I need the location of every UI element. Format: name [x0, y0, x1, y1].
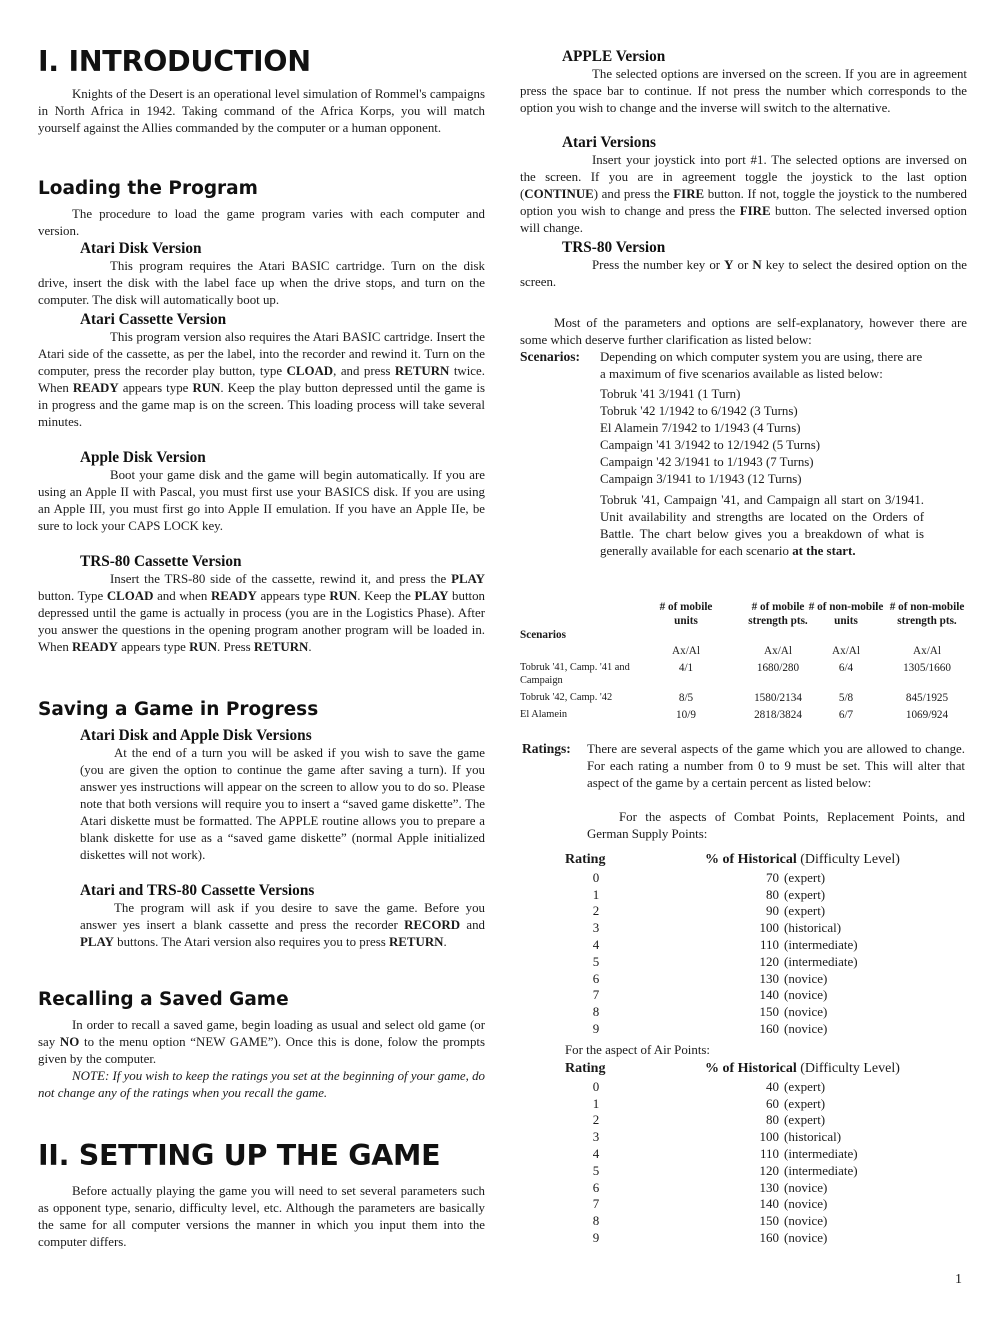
scenario-item: Tobruk '41 3/1941 (1 Turn) — [600, 387, 741, 401]
rating-value: 5 — [592, 1162, 600, 1178]
table-subheader: Ax/Al — [913, 645, 941, 657]
trs-version-title: TRS-80 Version — [562, 239, 666, 256]
historical-percent: 150 — [759, 1213, 779, 1229]
difficulty-level: (novice) — [784, 1229, 828, 1245]
saving-cassette-title: Atari and TRS-80 Cassette Versions — [80, 882, 315, 899]
rating-row — [565, 887, 965, 904]
intro-paragraph: Knights of the Desert is an operational level simulation of Rommel's campaigns in North Africa in 1942. Taking command of the Africa Korps, you will match yourself against the Allies commanded by the computer or a human opponent. — [38, 87, 485, 135]
setup-heading: II. SETTING UP THE GAME — [38, 1139, 441, 1172]
rating-row — [565, 903, 965, 920]
combat-ratings-table — [565, 852, 965, 1038]
historical-percent: 140 — [759, 987, 779, 1003]
ratings-air-intro: For the aspect of Air Points: — [565, 1043, 711, 1057]
table-header-nonmobile-strength: # of non-mobile strength pts. — [889, 601, 965, 627]
ratings-header — [565, 1061, 965, 1078]
recalling-note: NOTE: If you wish to keep the ratings you set at the beginning of your game, do not change any of the ratings when you recall the game. — [38, 1069, 485, 1100]
apple-disk-text: Boot your game disk and the game will begin automatically. If you are using an Apple II with Pascal, you must first use your BASICS disk. If you are using an Apple III, you must first go into Apple II emulation. If you have an Apple IIe, be sure to lock your CAPS LOCK key. — [38, 468, 485, 533]
rating-row — [565, 1112, 965, 1129]
intro-heading: I. INTRODUCTION — [38, 45, 311, 78]
ratings-header — [565, 852, 965, 869]
rating-header: Rating — [565, 852, 606, 867]
difficulty-level: (expert) — [784, 1078, 826, 1094]
atari-disk-text: This program requires the Atari BASIC cartridge. Turn on the disk drive, insert the disk with the label face up when the drive stops, and turn on the computer. The disk will automatically boot up. — [38, 259, 485, 307]
difficulty-level: (novice) — [784, 1213, 828, 1229]
scenario-item: El Alamein 7/1942 to 1/1943 (4 Turns) — [600, 421, 801, 435]
atari-disk-title: Atari Disk Version — [80, 240, 202, 257]
historical-percent: 160 — [759, 1229, 779, 1245]
historical-header: % of Historical (Difficulty Level) — [705, 852, 900, 867]
rating-row — [565, 1180, 965, 1197]
saving-disk-title: Atari Disk and Apple Disk Versions — [80, 727, 312, 744]
rating-row — [565, 971, 965, 988]
rating-row — [565, 954, 965, 971]
scenarios-intro: Depending on which computer system you are using, there are a maximum of five scenarios available as listed below: — [600, 350, 923, 381]
historical-percent: 130 — [759, 970, 779, 986]
atari-versions-section — [520, 134, 967, 237]
rating-value: 9 — [592, 1020, 600, 1036]
ratings-label: Ratings: — [522, 741, 571, 756]
difficulty-level: (novice) — [784, 1020, 828, 1036]
table-cell: 1580/2134 — [754, 692, 802, 704]
table-cell: 8/5 — [678, 692, 694, 704]
rating-row — [565, 1163, 965, 1180]
rating-value: 8 — [592, 1213, 600, 1229]
scenario-list — [600, 386, 924, 488]
difficulty-level: (historical) — [784, 1129, 842, 1145]
table-cell: 10/9 — [676, 709, 696, 721]
rating-value: 0 — [592, 1078, 600, 1094]
difficulty-level: (novice) — [784, 970, 828, 986]
table-row-name: El Alamein — [520, 709, 568, 720]
params-paragraph: Most of the parameters and options are self-explanatory, however there are some which deserve further clarification as listed below: — [520, 316, 967, 347]
rating-row — [565, 1230, 965, 1247]
atari-disk-section — [38, 240, 485, 309]
rating-value: 7 — [592, 1196, 600, 1212]
atari-versions-title: Atari Versions — [562, 134, 656, 151]
table-row-name: Tobruk '42, Camp. '42 — [520, 692, 613, 703]
historical-percent: 130 — [759, 1179, 779, 1195]
historical-percent: 80 — [766, 886, 779, 902]
saving-cassette-text: The program will ask if you desire to save the game. Before you answer yes insert a blank cassette and press the recorder RECORD and PLAY buttons. The Atari version also requires you to press RETURN. — [80, 901, 485, 949]
recalling-heading: Recalling a Saved Game — [38, 989, 289, 1010]
difficulty-level: (novice) — [784, 1004, 828, 1020]
rating-value: 1 — [592, 1095, 600, 1111]
table-subheader: Ax/Al — [764, 645, 792, 657]
difficulty-level: (intermediate) — [784, 1145, 858, 1161]
historical-percent: 120 — [759, 953, 779, 969]
table-header-nonmobile-units: # of non-mobile units — [808, 601, 884, 627]
rating-row — [565, 920, 965, 937]
apple-disk-section — [38, 449, 485, 535]
loading-heading: Loading the Program — [38, 178, 258, 199]
rating-value: 2 — [592, 1112, 600, 1128]
table-cell: 4/1 — [678, 662, 694, 674]
historical-percent: 110 — [759, 936, 779, 952]
rating-row — [565, 1129, 965, 1146]
difficulty-level: (intermediate) — [784, 953, 858, 969]
difficulty-level: (intermediate) — [784, 936, 858, 952]
difficulty-level: (novice) — [784, 1179, 828, 1195]
scenario-item: Campaign '42 3/1941 to 1/1943 (7 Turns) — [600, 455, 814, 469]
rating-value: 7 — [592, 987, 600, 1003]
historical-percent: 160 — [759, 1020, 779, 1036]
atari-cassette-title: Atari Cassette Version — [80, 311, 227, 328]
table-header-mobile-strength: # of mobile strength pts. — [748, 601, 808, 627]
rating-value: 8 — [592, 1004, 600, 1020]
air-ratings-table — [565, 1061, 965, 1247]
ratings-combat-intro: For the aspects of Combat Points, Replacement Points, and German Supply Points: — [587, 810, 965, 841]
ratings-intro: There are several aspects of the game which you are allowed to change. For each rating a number from 0 to 9 must be set. This will alter that aspect of the game by a certain percent as listed below: — [587, 742, 965, 790]
historical-percent: 120 — [759, 1162, 779, 1178]
scenarios-block — [600, 349, 924, 560]
difficulty-level: (expert) — [784, 869, 826, 885]
saving-disk-section — [80, 727, 485, 864]
scenario-item: Campaign 3/1941 to 1/1943 (12 Turns) — [600, 472, 802, 486]
difficulty-level: (intermediate) — [784, 1162, 858, 1178]
rating-value: 4 — [592, 1145, 600, 1161]
table-row-name: Tobruk '41, Camp. '41 and Campaign — [520, 662, 630, 686]
historical-percent: 140 — [759, 1196, 779, 1212]
saving-cassette-section — [80, 882, 485, 951]
recalling-text: In order to recall a saved game, begin loading as usual and select old game (or say NO to the menu option “NEW GAME”). Once this is done, folow the prompts given by the computer. — [38, 1018, 485, 1066]
historical-percent: 60 — [766, 1095, 779, 1111]
table-cell: 1069/924 — [905, 709, 949, 721]
historical-header: % of Historical (Difficulty Level) — [705, 1061, 900, 1076]
rating-value: 6 — [592, 970, 600, 986]
rating-value: 5 — [592, 953, 600, 969]
table-cell: 5/8 — [838, 692, 854, 704]
table-subheader: Ax/Al — [672, 645, 700, 657]
scenarios-note: Tobruk '41, Campaign '41, and Campaign all start on 3/1941. Unit availability and strengths are located on the Orders of Battle. The chart below gives you a breakdown of what is generally available for each scenario at the start. — [600, 493, 924, 558]
rating-value: 0 — [592, 869, 600, 885]
loading-paragraph: The procedure to load the game program varies with each computer and version. — [38, 207, 485, 238]
difficulty-level: (expert) — [784, 903, 826, 919]
page-number: 1 — [955, 1272, 962, 1287]
historical-percent: 150 — [759, 1004, 779, 1020]
historical-percent: 90 — [766, 903, 779, 919]
rating-row — [565, 1096, 965, 1113]
atari-cassette-section — [38, 311, 485, 431]
rating-value: 9 — [592, 1229, 600, 1245]
trs-version-text: Press the number key or Y or N key to select the desired option on the screen. — [520, 258, 967, 289]
historical-percent: 80 — [766, 1112, 779, 1128]
table-cell: 845/1925 — [905, 692, 949, 704]
trs-cassette-title: TRS-80 Cassette Version — [80, 553, 242, 570]
table-header-mobile-units: # of mobile units — [659, 601, 713, 627]
historical-percent: 40 — [766, 1078, 779, 1094]
trs-version-section — [520, 239, 967, 291]
rating-value: 3 — [592, 920, 600, 936]
scenario-item: Tobruk '42 1/1942 to 6/1942 (3 Turns) — [600, 404, 798, 418]
apple-version-title: APPLE Version — [562, 48, 666, 65]
rating-row — [565, 870, 965, 887]
difficulty-level: (expert) — [784, 1095, 826, 1111]
saving-heading: Saving a Game in Progress — [38, 699, 319, 720]
atari-cassette-text: This program version also requires the Atari BASIC cartridge. Insert the Atari side of the cassette, as per the label, into the recorder and rewind it. Turn on the computer, press the recorder play button, type CLOAD, and press RETURN twice. When READY appears type RUN. Keep the play button depressed until the game is in progress and the game map is on the screen. This loading process will take several minutes. — [38, 330, 485, 429]
table-cell: 2818/3824 — [754, 709, 802, 721]
rating-row — [565, 1196, 965, 1213]
apple-version-text: The selected options are inversed on the screen. If you are in agreement press the space bar to continue. If not press the number which corresponds to the option you wish to change and the inverse will switch to the alternative. — [520, 67, 967, 115]
rating-value: 1 — [592, 886, 600, 902]
rating-row — [565, 1021, 965, 1038]
rating-row — [565, 1004, 965, 1021]
trs-cassette-section — [38, 553, 486, 656]
rating-row — [565, 937, 965, 954]
rating-header: Rating — [565, 1061, 606, 1076]
table-subheader: Ax/Al — [832, 645, 860, 657]
apple-version-section — [520, 48, 967, 117]
trs-cassette-text: Insert the TRS-80 side of the cassette, rewind it, and press the PLAY button. Type CLOAD and when READY appears type RUN. Keep the PLAY button depressed until the game is actually in process (you are in the Logistics Phase). After you answer the questions in the opening program another program will be loaded in. When READY appears type RUN. Press RETURN. — [38, 572, 486, 654]
scenario-item: Campaign '41 3/1942 to 12/1942 (5 Turns) — [600, 438, 821, 452]
historical-percent: 100 — [759, 920, 779, 936]
difficulty-level: (novice) — [784, 987, 828, 1003]
setup-paragraph: Before actually playing the game you will need to set several parameters such as opponent type, senario, difficulty level, etc. Although the parameters are basically the same for all computer versions the manner in which you input them into the computer differs. — [38, 1184, 485, 1249]
historical-percent: 70 — [766, 869, 779, 885]
rating-row — [565, 1213, 965, 1230]
historical-percent: 110 — [759, 1145, 779, 1161]
table-cell: 1305/1660 — [903, 662, 951, 674]
difficulty-level: (historical) — [784, 920, 842, 936]
table-cell: 1680/280 — [756, 662, 800, 674]
saving-disk-text: At the end of a turn you will be asked if you wish to save the game (you are given the option to continue the game after saving a turn). If you answer yes instructions will appear on the screen to allow you to do so. Please note that both versions will require you to insert a “saved game diskette”. The Atari diskette must be formatted. The APPLE routine allows you to prepare a blank diskette for use as a “saved game diskette” (normal Apple initialized diskettes will not work). — [80, 746, 485, 862]
difficulty-level: (expert) — [784, 1112, 826, 1128]
apple-disk-title: Apple Disk Version — [80, 449, 206, 466]
historical-percent: 100 — [759, 1129, 779, 1145]
table-header-scenarios: Scenarios — [520, 629, 566, 641]
rating-value: 2 — [592, 903, 600, 919]
difficulty-level: (expert) — [784, 886, 826, 902]
rating-row — [565, 987, 965, 1004]
rating-value: 3 — [592, 1129, 600, 1145]
difficulty-level: (novice) — [784, 1196, 828, 1212]
scenarios-label: Scenarios: — [520, 349, 580, 364]
rating-value: 6 — [592, 1179, 600, 1195]
table-cell: 6/7 — [838, 709, 854, 721]
rating-row — [565, 1146, 965, 1163]
table-cell: 6/4 — [838, 662, 854, 674]
atari-versions-text: Insert your joystick into port #1. The selected options are inversed on the screen. If you are in agreement toggle the joystick to the last option (CONTINUE) and press the FIRE button. If not, toggle the joystick to the numbered option you wish to change and press the FIRE button. The selected inversed option will change. — [520, 153, 967, 235]
rating-value: 4 — [592, 936, 600, 952]
rating-row — [565, 1079, 965, 1096]
